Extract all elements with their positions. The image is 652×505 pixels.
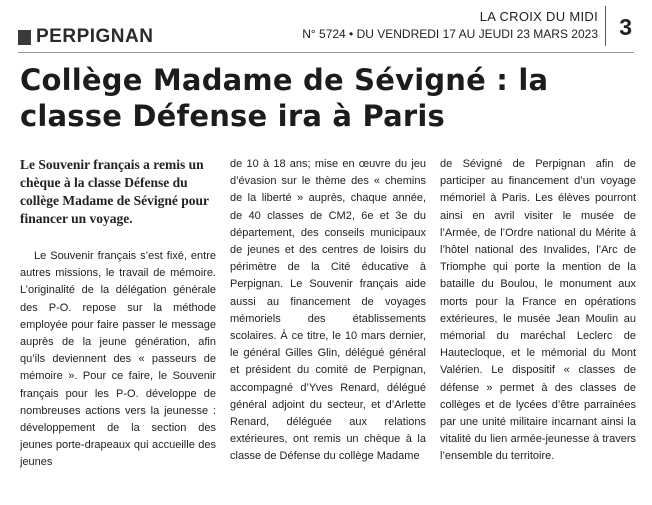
body-paragraph-1: Le Souvenir français s’est fixé, entre autres missions, le travail de mémoire. L’originalité de la délégation générale des P-O. repose sur la méthode employée pour faire passer le message auprès de la jeune génération, afin qu’ils deviennent des « passeurs de mémoire ». Pour ce faire, le Souvenir français pour les P-O. développe de nombreuses actions vers la jeunesse : développement de la section des jeunes porte-drapeaux qui accueille des jeunes [20,250,216,469]
lead-paragraph: Le Souvenir français a remis un chèque à la classe Défense du collège Madame de Sévigné pour financer un voyage. [20,157,209,226]
header-rule [18,52,634,53]
page-divider [605,6,606,46]
headline: Collège Madame de Sévigné : la classe Défense ira à Paris [20,63,549,133]
newspaper-name: LA CROIX DU MIDI [479,9,598,24]
section-marker-icon [18,30,31,45]
section-label [18,26,153,48]
page-number: 3 [619,14,632,40]
column-1 [20,156,216,501]
masthead [302,9,598,42]
section-title: PERPIGNAN [36,26,154,47]
body-paragraph-2: de 10 à 18 ans; mise en œuvre du jeu d’évasion sur le thème des « chemins de la liberté » auprès, chaque année, de 40 classes de CM2, 6e et 3e du département, des conseils municipaux de jeunes et des centres de loisirs du périmètre de la Cité éducative à Perpignan. Le Souvenir français aide aussi au financement de voyages mémoriels des établissements scolaires. À ce titre, le 10 mars dernier, le général Gilles Glin, délégué général et président du comité de Perpignan, accompagné d’Yves Renard, délégué général adjoint du secteur, et d’Arlette Renard, déléguée aux relations extérieures, ont remis un chèque à la classe de Défense du collège Madame [230,158,426,463]
issue-info: N° 5724 • DU VENDREDI 17 AU JEUDI 23 MARS 2023 [302,27,598,41]
body-paragraph-3: de Sévigné de Perpignan afin de participer au financement d’un voyage mémoriel à Paris. Les élèves pourront ainsi en avril visiter le musée de l’Armée, de l’Ordre national du Mérite à l’hôtel national des Invalides, l’Arc de Triomphe qui porte la mention de la bataille du Boulou, le monument aux morts pour la France en opérations extérieures, le musée Jean Moulin au mémorial du maréchal Leclerc de Hautecloque, et le mémorial du Mont Valérien. Le dispositif « classes de défense » permet à des classes de collèges et de lycées d’être parrainées par une unité militaire incarnant ainsi la vitalité du lien armée-jeunesse à travers l’ensemble du territoire. [440,158,636,463]
column-2 [230,156,426,501]
column-3 [440,156,636,501]
article-body [20,156,636,501]
